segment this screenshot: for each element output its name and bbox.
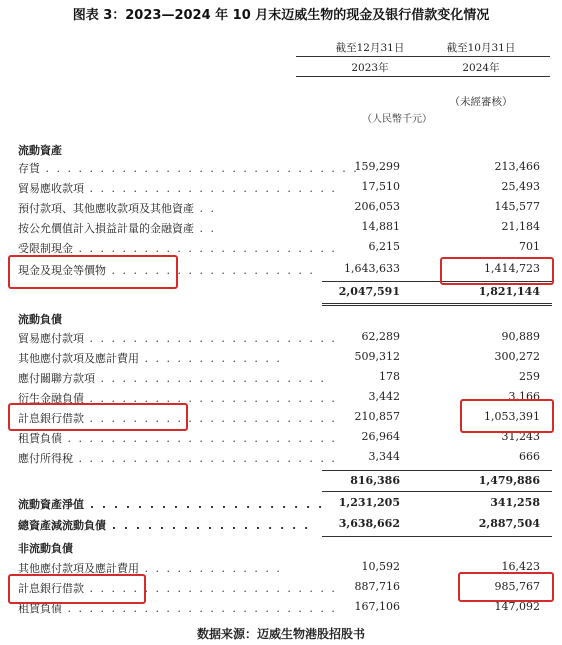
highlight-box-nc-borrowings-2024	[458, 572, 554, 602]
value-2023: 14,881	[361, 220, 400, 233]
row-label: 存貨	[18, 162, 40, 175]
value-2024: 145,577	[494, 200, 540, 213]
value-2023: 1,231,205	[338, 496, 400, 509]
table-row: 租賃負債 . . . . . . . . . . . . . . . . . . . . . . . . . 26,964 31,243	[18, 430, 540, 445]
row-label: 預付款項、其他應收款項及其他資產	[18, 202, 194, 215]
table-row-subtotal	[18, 474, 548, 490]
value-2023: 3,344	[368, 450, 400, 463]
subtotal-double-rule	[322, 303, 552, 304]
unit-label: （人民幣千元）	[362, 114, 432, 125]
value-2023: 178	[379, 370, 400, 383]
col-2024-underline	[424, 76, 550, 77]
value-2024: 3,166	[508, 390, 540, 403]
col-2023-underline	[296, 76, 430, 77]
row-label: 其他應付款項及應計費用	[18, 562, 139, 575]
subtotal-rule	[322, 470, 552, 471]
highlight-box-nc-borrowings-label	[8, 574, 146, 604]
value-2023: 2,047,591	[338, 285, 400, 298]
table-row: 貿易應付款項 . . . . . . . . . . . . . . . . . . . . . . . 62,289 90,889	[18, 330, 540, 345]
highlight-box-borrowings-label	[8, 403, 188, 431]
section-current-liabilities: 流動負債	[18, 313, 62, 326]
figure-title: 图表 3：2023—2024 年 10 月末迈威生物的现金及银行借款变化情况	[72, 8, 490, 23]
highlight-box-cash-2024	[440, 257, 554, 285]
value-2024: 2,887,504	[478, 517, 540, 530]
row-label: 現金及現金等價物	[18, 264, 106, 277]
value-2023: 10,592	[361, 560, 400, 573]
value-2023: 26,964	[361, 430, 400, 443]
table-row: 預付款項、其他應收款項及其他資產 . . 206,053 145,577	[18, 200, 540, 215]
table-row: 租賃負債 . . . . . . . . . . . . . . . . . . . . . . . . . 167,106 147,092	[18, 600, 540, 615]
row-label: 受限制現金	[18, 242, 73, 255]
value-2023: 167,106	[354, 600, 400, 613]
value-2024: 300,272	[494, 350, 540, 363]
value-2023: 17,510	[361, 180, 400, 193]
highlight-box-borrowings-2024	[460, 399, 554, 433]
value-2024: 16,423	[501, 560, 540, 573]
table-row: 計息銀行借款 . . . . . . . . . . . . . . . . . . . . . . . 210,857 1,053,391	[18, 410, 540, 425]
subtotal-rule	[322, 491, 552, 492]
col-2023-period: 截至12月31日	[335, 42, 405, 54]
data-source: 数据来源：迈威生物港股招股书	[196, 627, 365, 641]
row-label: 應付所得稅	[18, 452, 73, 465]
col-2024-note: （未經審核）	[449, 96, 513, 108]
col-2024-year: 2024年	[462, 62, 500, 74]
value-2023: 887,716	[354, 580, 400, 593]
value-2024: 25,493	[501, 180, 540, 193]
value-2024: 213,466	[494, 160, 540, 173]
value-2023: 210,857	[354, 410, 400, 423]
table-row: 其他應付款項及應計費用 . . . . . . . . . . . . . 10,592 16,423	[18, 560, 540, 575]
table-row: 按公允價值計入損益計量的金融資產 . . 14,881 21,184	[18, 220, 540, 235]
value-2023: 3,442	[368, 390, 400, 403]
value-2024: 1,053,391	[484, 410, 540, 423]
value-2023: 3,638,662	[338, 517, 400, 530]
value-2024: 666	[519, 450, 540, 463]
value-2023: 6,215	[368, 240, 400, 253]
table-row: 計息銀行借款 . . . . . . . . . . . . . . . . . . . . . . . 887,716 985,767	[18, 580, 540, 595]
value-2024: 985,767	[494, 580, 540, 593]
table-row: 貿易應收款項 . . . . . . . . . . . . . . . . . . . . . . . 17,510 25,493	[18, 180, 540, 195]
row-label: 租賃負債	[18, 432, 62, 445]
table-row-total: 總資產減流動負債 . . . . . . . . . . . . . . . . . 3,638,662 2,887,504	[18, 517, 540, 532]
value-2024: 147,092	[494, 600, 540, 613]
row-label: 其他應付款項及應計費用	[18, 352, 139, 365]
section-non-current-liabilities: 非流動負債	[18, 542, 73, 555]
value-2023: 816,386	[350, 474, 400, 487]
table-row: 受限制現金 . . . . . . . . . . . . . . . . . . . . . . . . 6,215 701	[18, 240, 540, 255]
value-2023: 206,053	[354, 200, 400, 213]
row-label: 總資產減流動負債	[18, 519, 106, 532]
subtotal-double-rule	[322, 305, 552, 306]
row-label: 應付關聯方款項	[18, 372, 95, 385]
value-2024: 31,243	[501, 430, 540, 443]
table-row-total: 流動資產淨值 . . . . . . . . . . . . . . . . . . . . 1,231,205 341,258	[18, 496, 540, 511]
value-2024: 1,479,886	[478, 474, 540, 487]
value-2024: 341,258	[490, 496, 540, 509]
table-row: 衍生金融負債 . . . . . . . . . . . . . . . . . . . . . . . 3,442 3,166	[18, 390, 540, 405]
value-2024: 1,821,144	[478, 285, 540, 298]
value-2024: 1,414,723	[484, 262, 540, 275]
value-2024: 21,184	[501, 220, 540, 233]
highlight-box-cash-label	[8, 255, 178, 289]
value-2024: 90,889	[501, 330, 540, 343]
table-row: 應付關聯方款項 . . . . . . . . . . . . . . . . . . . . . 178 259	[18, 370, 540, 385]
table-row: 應付所得稅 . . . . . . . . . . . . . . . . . . . . . . . . 3,344 666	[18, 450, 540, 465]
col-2023-year: 2023年	[351, 62, 389, 74]
row-label: 流動資產淨值	[18, 498, 84, 511]
value-2024: 259	[519, 370, 540, 383]
col-2024-divider	[424, 56, 550, 57]
value-2023: 62,289	[361, 330, 400, 343]
row-label: 計息銀行借款	[18, 582, 84, 595]
row-label: 計息銀行借款	[18, 412, 84, 425]
total-rule	[322, 536, 552, 537]
col-2024-period: 截至10月31日	[446, 42, 516, 54]
value-2023: 1,643,633	[344, 262, 400, 275]
value-2024: 701	[519, 240, 540, 253]
value-2023: 509,312	[354, 350, 400, 363]
table-row: 其他應付款項及應計費用 . . . . . . . . . . . . . 509,312 300,272	[18, 350, 540, 365]
col-2023-divider	[296, 56, 430, 57]
table-row: 存貨 . . . . . . . . . . . . . . . . . . . . . . . . . . . . . 159,299 213,466	[18, 160, 540, 175]
row-label: 貿易應收款項	[18, 182, 84, 195]
row-label: 貿易應付款項	[18, 332, 84, 345]
row-label: 按公允價值計入損益計量的金融資產	[18, 222, 194, 235]
section-current-assets: 流動資產	[18, 144, 62, 157]
value-2023: 159,299	[354, 160, 400, 173]
table-row: 現金及現金等價物 . . . . . . . . . . . . . . . . . . . 1,643,633 1,414,723	[18, 262, 540, 277]
row-label: 租賃負債	[18, 602, 62, 615]
row-label: 衍生金融負債	[18, 392, 84, 405]
